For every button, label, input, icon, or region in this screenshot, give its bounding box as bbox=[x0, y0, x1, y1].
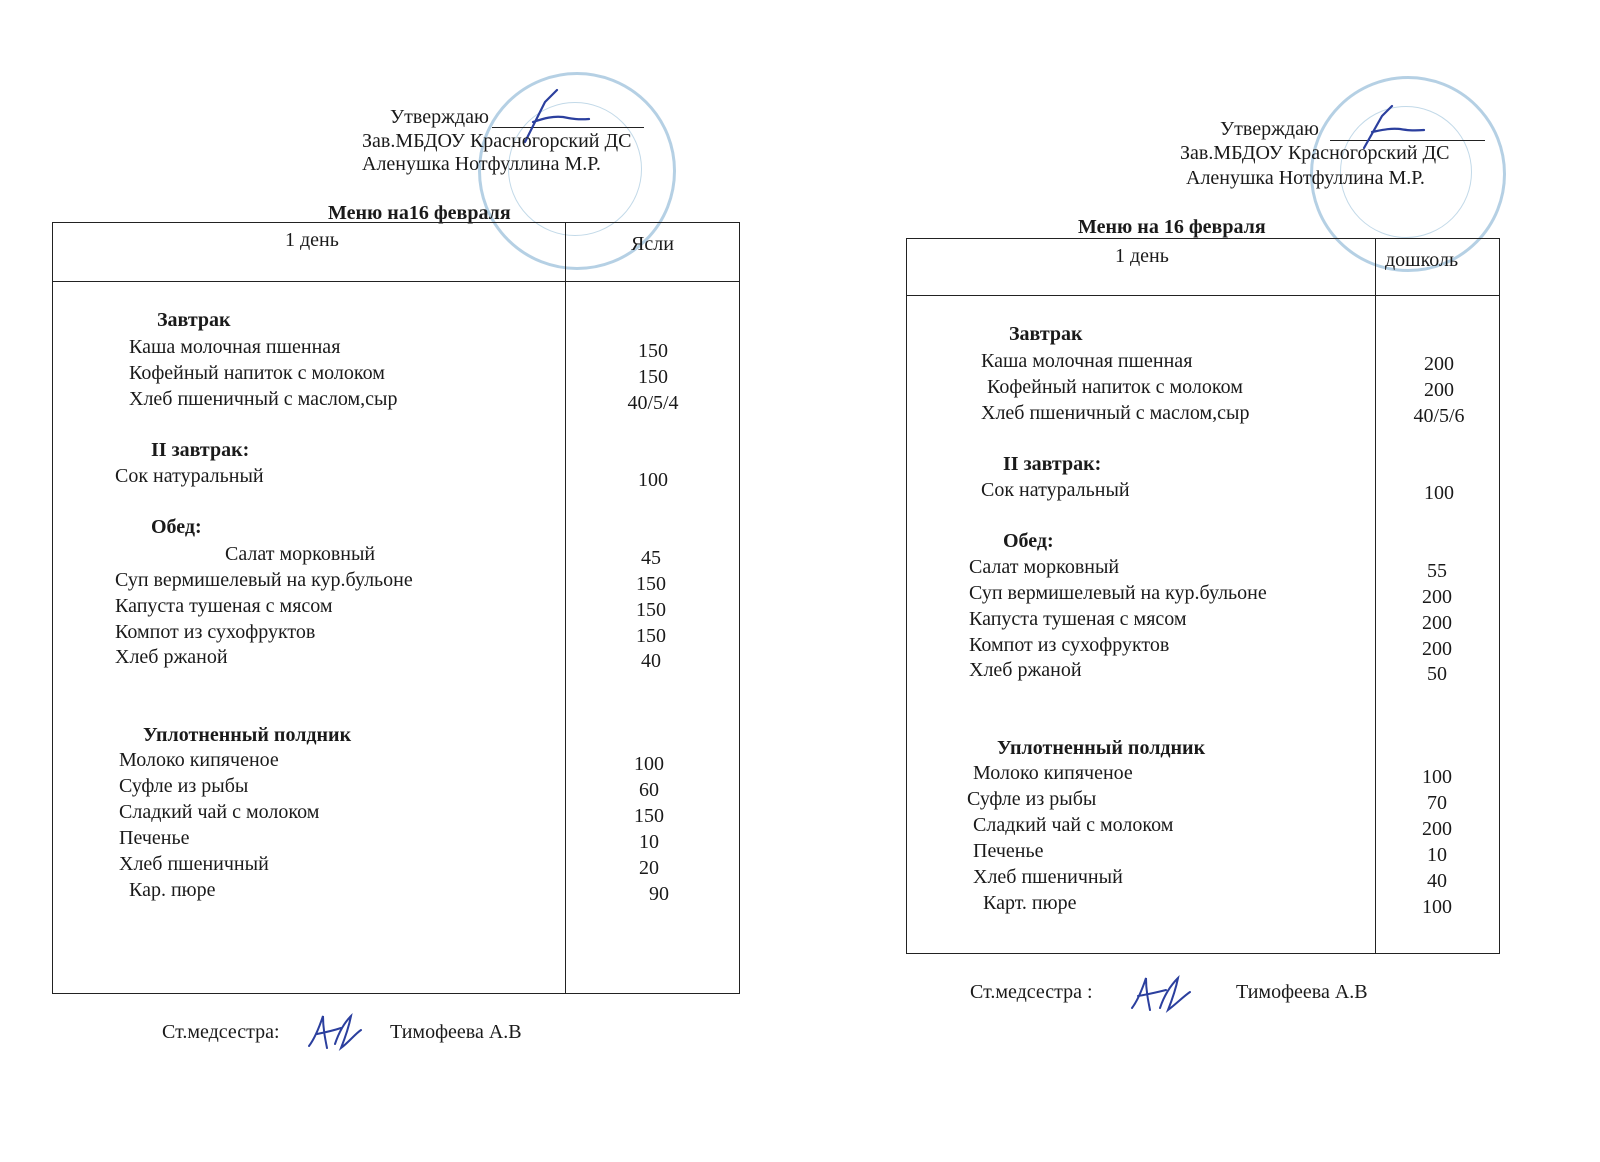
right-head-position: Зав.МБДОУ Красногорский ДС bbox=[1180, 142, 1450, 164]
right-item-name: Каша молочная пшенная bbox=[981, 350, 1193, 372]
right-col-day-header: 1 день bbox=[1115, 245, 1169, 267]
right-item-qty: 55 bbox=[1427, 560, 1447, 582]
right-item-name: Кофейный напиток с молоком bbox=[987, 376, 1243, 398]
left-item-qty: 150 bbox=[638, 366, 668, 388]
left-menu-table bbox=[52, 222, 740, 994]
right-section-lunch: Обед: bbox=[1003, 530, 1054, 552]
left-column-divider bbox=[565, 223, 566, 993]
right-nurse-signature bbox=[1128, 972, 1194, 1018]
left-item-name: Хлеб пшеничный bbox=[119, 853, 269, 875]
left-col-day-header: 1 день bbox=[285, 229, 339, 251]
left-section-lunch: Обед: bbox=[151, 516, 202, 538]
left-item-name: Капуста тушеная с мясом bbox=[115, 595, 333, 617]
right-item-qty: 100 bbox=[1424, 482, 1454, 504]
right-item-name: Хлеб ржаной bbox=[969, 659, 1082, 681]
right-item-qty: 40/5/6 bbox=[1413, 405, 1465, 427]
left-item-name: Кар. пюре bbox=[129, 879, 216, 901]
right-item-qty: 200 bbox=[1422, 586, 1452, 608]
left-item-qty: 90 bbox=[649, 883, 669, 905]
left-item-qty: 150 bbox=[638, 340, 668, 362]
right-column-divider bbox=[1375, 239, 1376, 953]
right-item-name: Хлеб пшеничный с маслом,сыр bbox=[981, 402, 1250, 424]
right-item-name: Хлеб пшеничный bbox=[973, 866, 1123, 888]
left-item-qty: 40 bbox=[641, 650, 661, 672]
right-approve-label: Утверждаю bbox=[1220, 118, 1319, 140]
right-nurse-label: Ст.медсестра : bbox=[970, 981, 1093, 1003]
right-item-name: Молоко кипяченое bbox=[973, 762, 1133, 784]
right-section-breakfast: Завтрак bbox=[1009, 323, 1083, 345]
left-header-divider bbox=[53, 281, 739, 282]
right-menu-table bbox=[906, 238, 1500, 954]
left-item-qty: 40/5/4 bbox=[627, 392, 679, 414]
left-item-qty: 150 bbox=[636, 573, 666, 595]
right-item-qty: 200 bbox=[1424, 379, 1454, 401]
right-item-name: Сок натуральный bbox=[981, 479, 1130, 501]
left-item-qty: 100 bbox=[634, 753, 664, 775]
left-item-qty: 150 bbox=[636, 625, 666, 647]
right-header-divider bbox=[907, 295, 1499, 296]
left-item-name: Хлеб пшеничный с маслом,сыр bbox=[129, 388, 398, 410]
right-col-group-header: дошколь bbox=[1385, 249, 1459, 271]
left-item-qty: 45 bbox=[641, 547, 661, 569]
left-nurse-name: Тимофеева А.В bbox=[390, 1021, 522, 1043]
right-item-name: Печенье bbox=[973, 840, 1044, 862]
left-section-breakfast2: II завтрак: bbox=[151, 439, 250, 461]
right-item-qty: 10 bbox=[1427, 844, 1447, 866]
left-item-qty: 10 bbox=[639, 831, 659, 853]
left-nurse-signature bbox=[305, 1008, 365, 1053]
left-item-name: Суфле из рыбы bbox=[119, 775, 249, 797]
left-item-qty: 150 bbox=[636, 599, 666, 621]
left-item-name: Хлеб ржаной bbox=[115, 646, 228, 668]
right-head-name: Аленушка Нотфуллина М.Р. bbox=[1186, 167, 1425, 189]
left-menu-title: Меню на16 февраля bbox=[328, 202, 511, 224]
left-item-name: Кофейный напиток с молоком bbox=[129, 362, 385, 384]
left-item-name: Сок натуральный bbox=[115, 465, 264, 487]
right-item-qty: 200 bbox=[1424, 353, 1454, 375]
left-nurse-label: Ст.медсестра: bbox=[162, 1021, 280, 1043]
right-item-qty: 100 bbox=[1422, 766, 1452, 788]
left-section-snack: Уплотненный полдник bbox=[143, 724, 352, 746]
right-item-name: Компот из сухофруктов bbox=[969, 634, 1170, 656]
right-item-qty: 40 bbox=[1427, 870, 1447, 892]
right-menu-title: Меню на 16 февраля bbox=[1078, 216, 1266, 238]
right-item-qty: 50 bbox=[1427, 663, 1447, 685]
right-nurse-name: Тимофеева А.В bbox=[1236, 981, 1368, 1003]
right-item-qty: 100 bbox=[1422, 896, 1452, 918]
right-item-name: Суп вермишелевый на кур.бульоне bbox=[969, 582, 1267, 604]
left-item-name: Печенье bbox=[119, 827, 190, 849]
right-item-name: Сладкий чай с молоком bbox=[973, 814, 1174, 836]
left-item-name: Каша молочная пшенная bbox=[129, 336, 341, 358]
left-col-group-header: Ясли bbox=[631, 233, 674, 255]
left-section-breakfast: Завтрак bbox=[157, 309, 231, 331]
right-item-qty: 70 bbox=[1427, 792, 1447, 814]
left-item-qty: 100 bbox=[638, 469, 668, 491]
left-item-qty: 60 bbox=[639, 779, 659, 801]
left-item-qty: 150 bbox=[634, 805, 664, 827]
left-head-name: Аленушка Нотфуллина М.Р. bbox=[362, 153, 601, 175]
left-item-qty: 20 bbox=[639, 857, 659, 879]
right-item-qty: 200 bbox=[1422, 612, 1452, 634]
right-section-snack: Уплотненный полдник bbox=[997, 737, 1206, 759]
left-head-position: Зав.МБДОУ Красногорский ДС bbox=[362, 130, 632, 152]
right-item-name: Карт. пюре bbox=[983, 892, 1077, 914]
left-item-name: Компот из сухофруктов bbox=[115, 621, 316, 643]
right-section-breakfast2: II завтрак: bbox=[1003, 453, 1102, 475]
right-item-name: Салат морковный bbox=[969, 556, 1120, 578]
right-item-name: Суфле из рыбы bbox=[967, 788, 1097, 810]
right-item-qty: 200 bbox=[1422, 638, 1452, 660]
left-item-name: Сладкий чай с молоком bbox=[119, 801, 320, 823]
left-item-name: Салат морковный bbox=[225, 543, 376, 565]
right-item-name: Капуста тушеная с мясом bbox=[969, 608, 1187, 630]
left-item-name: Молоко кипяченое bbox=[119, 749, 279, 771]
left-approve-label: Утверждаю bbox=[390, 106, 489, 128]
left-item-name: Суп вермишелевый на кур.бульоне bbox=[115, 569, 413, 591]
right-item-qty: 200 bbox=[1422, 818, 1452, 840]
